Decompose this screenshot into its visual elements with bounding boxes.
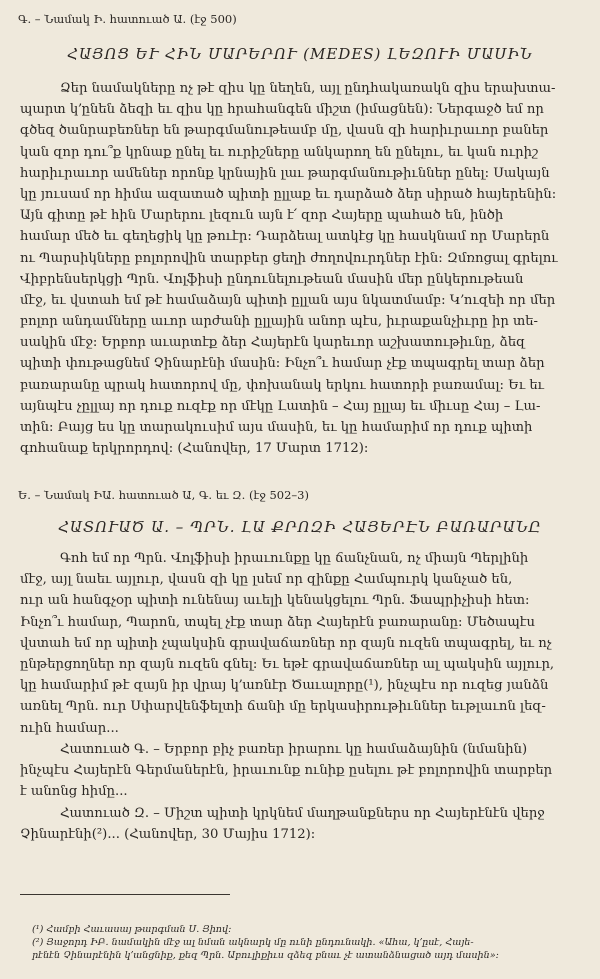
text-line: մէջ, այլ նաեւ այլուր, վասն զի կը լսեմ որ զինքը Համպուրկ կանչած են, [20,572,513,588]
text-line: ինչպէս Հայերէն Գերմաներէն, իրաւունք ունիք ըսելու թէ բոլորովին տարբեր [20,763,553,779]
text-line: Ձեր նամակները ոչ թէ զիս կը նեղեն, այլ ընդհակառակն զիս երախտա- [60,81,556,96]
text-line: ուին համար... [20,720,119,736]
text-line: ընթերցողներ որ զայն ուզեն գնել։ Եւ եթէ գրավաճառներ ալ պակսին այլուր, [20,656,555,672]
text-line: ուր ան հանգչօր պիտի ունենայ աւելի կենակցելու Պրն. Ֆապրիչիսի հետ։ [20,593,530,609]
letter2-paragraph-2 [20,739,580,803]
text-line: Գոհ եմ որ Պրն. Վոլֆիսի իրաւունքը կը ճանչնան, ոչ միայն Պերլինի [60,551,529,566]
text-line: վստահ եմ որ պիտի չպակսին գրավաճառներ որ զայն ուզեն տպագրել, եւ ոչ [20,635,552,651]
footnotes [32,923,582,962]
text-line: առնել Պրն. ուր Սփարվենֆելտի ճանի մը երկասիրութիւններ եւթլաւոն լեզ- [20,699,546,715]
text-line: է անոնց հիմը... [20,784,128,800]
text-line: բոլոր անդամները աւոր արժանի ըլլային անոր պէս, իւրաքանչիւրը իր տե- [20,314,539,330]
text-line: բառարանը պրակ հատորով մը, փոխանակ երկու հատորի բառամալ։ Եւ եւ [20,377,545,393]
letter2-paragraph-3 [20,803,580,845]
letter2-header: Ե. – Նամակ ԻԱ. հատուած Ա, Գ. եւ Զ. (էջ 502–3) [18,488,309,502]
text-line: կան զոր դու՞ք կրնաք ընել եւ ուրիշները անկարող են ընելու, եւ կան ուրիշ [20,144,539,160]
letter2-paragraph-1 [20,548,580,739]
text-line: ու Պարսիկները բոլորովին տարբեր ցեղի ժողովուրդներ էին։ Զմռոցալ գրելու [20,250,558,266]
text-line: գծեզ ծանրաբեռներ են թարգմանութեամբ մը, վասն զի հարիւրաւոր բաներ [20,123,549,139]
text-line: մէջ, եւ վստահ եմ թէ համաձայն պիտի ըլլան այս նկատմամբ։ Կ՚ուզեի որ մեր [20,292,556,308]
text-line: այնպէս չըլլայ որ դուք ուզէք որ մէկը Լատին – Հայ ըլլայ եւ միւսը Հայ – Լա- [20,398,541,414]
text-line: Չինարէնի(²)... (Հանովեր, 30 Մայիս 1712)։ [20,827,316,843]
letter1-title: ՀԱՅՈՑ ԵՒ ՀԻՆ ՄԱՐԵՐՈՒ (MEDES) ԼԵԶՈՒԻ ՄԱՍԻՆ [67,45,533,63]
text-line: կը համարիմ թէ զայն իր վրայ կ՚առնէր Ծաւալորը(¹), ինչպէս որ ուզեց յանձն [20,678,549,694]
footnote-1: (¹) Համբի Հաւասայ թարգման Ս. Յիով։ [32,924,232,935]
footnote-divider [20,894,230,895]
text-line: պարտ կ՚ընեն ձեզի եւ զիս կը հրահանգեն միշտ (իմացնեն)։ Ներգաջծ եմ որ [20,102,544,118]
text-line: Հատուած Գ. – Երբոր բիչ բառեր իրարու կը համաձայնին (նմանին) [60,742,528,757]
text-line: տին։ Բայց ես կը տարակուսիմ այս մասին, եւ կը համարիմ որ դուք պիտի [20,420,533,435]
text-line: Ինչո՞ւ համար, Պարոն, տպել չէք տար ձեր Հայերէն բառարանը։ Մեծապէս [20,614,536,630]
footnote-2: (²) Յաջորդ ԻԲ. նամակին մէջ ալ նման ակնարկ մը ունի ընդունակի. «Ահա, կ՚ըսէ, Հայե- [32,937,474,948]
text-line: համար մեծ եւ գեղեցիկ կը թուէր։ Դարձեալ ատկէց կը հասկնամ որ Մարերն [20,229,550,245]
text-line: կը յուսամ որ հիմա ազատած պիտի ըլլաք եւ դարձած ձեր սիրած հայերենին։ [20,186,557,202]
text-line: Այն գիտը թէ հին Մարերու լեզուն այն է՛ զոր Հայերը պահած են, ինծի [20,208,504,224]
letter1-header: Գ. – Նամակ Ի. հատուած Ա. (էջ 500) [18,12,237,26]
text-line: հարիւրաւոր ամեներ որոնք կրնային լաւ թարգմանութիւններ ընել։ Սակայն [20,165,550,181]
letter2-title: ՀԱՏՈՒԱԾ Ա. – ՊՐՆ. ԼԱ ՔՐՈԶԻ ՀԱՅԵՐԷՆ ԲԱՌԱՐԱՆԸ [58,518,542,536]
footnote-2-continued: րէնէն Չինարէնին կ՚անցնիք, քեզ Պրն. Աբուլիքիւս զձեզ բնաւ չէ ատանձնացած այդ մասին»: [32,950,499,961]
text-line: Վիբրենսերկցի Պրն. Վոլֆիսի ընդունելութեան մասին մեր ընկերութեան [20,271,524,287]
text-line: պիտի փութացնեմ Չինարէնի մասին։ Ինչո՞ւ համար չէք տպագրել տար ձեր [20,356,545,372]
letter1-body [20,78,580,459]
text-line: գոհանաք երկրորդով։ (Հանովեր, 17 Մարտ 1712)։ [20,441,369,457]
text-line: Հատուած Զ. – Միշտ պիտի կրկնեմ մաղթանքներս որ Հայերէնէն վերջ [60,806,545,821]
text-line: սակին մէջ։ Երբոր աւարտէք ձեր Հայերէն կարեւոր աշխատութիւնը, ձեզ [20,335,526,351]
